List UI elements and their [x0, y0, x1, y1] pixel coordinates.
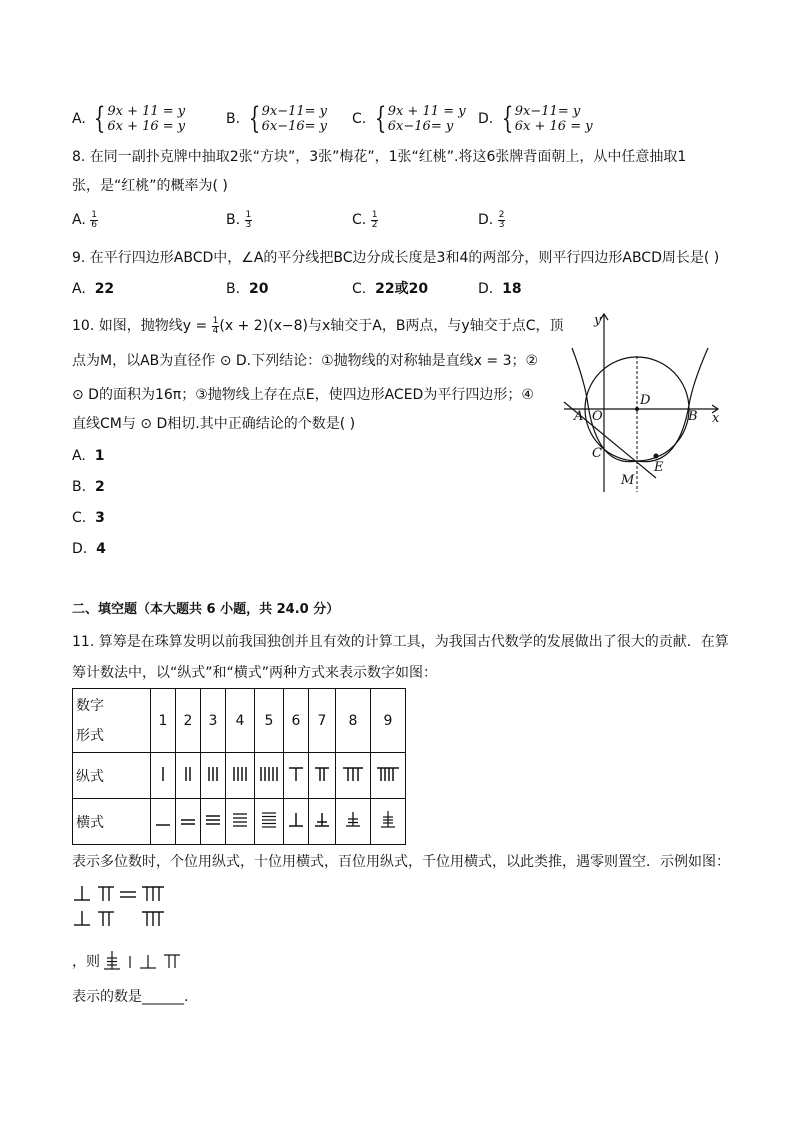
rod-question — [102, 950, 186, 972]
digit-cell: 1 — [151, 689, 176, 753]
option-text: 4 — [96, 541, 106, 557]
q8-option-c — [352, 210, 378, 230]
equation-system: { 9x + 11 = y 6x + 16 = y — [94, 101, 186, 136]
option-letter: A. — [72, 212, 86, 228]
equation-line: 6x−16= y — [387, 119, 454, 134]
rod-vertical-3 — [201, 753, 226, 799]
q9-option-a — [72, 279, 114, 299]
table-row-digits — [73, 689, 406, 753]
equation-line: 9x + 11 = y — [107, 104, 186, 119]
option-letter: A. — [72, 281, 86, 297]
option-letter: A. — [72, 111, 86, 127]
table-row-vertical — [73, 753, 406, 799]
rod-horizontal-5 — [255, 799, 284, 845]
label-o: O — [592, 409, 603, 424]
fraction — [245, 211, 253, 230]
rod-vertical-6 — [284, 753, 309, 799]
rod-vertical-2 — [176, 753, 201, 799]
rod-vertical-5 — [255, 753, 284, 799]
equation-line: 6x + 16 = y — [514, 119, 593, 134]
rod-horizontal-7 — [309, 799, 336, 845]
option-letter: B. — [226, 212, 241, 228]
rod-horizontal-3 — [201, 799, 226, 845]
label-b: B — [688, 409, 698, 424]
rod-horizontal-6 — [284, 799, 309, 845]
fraction — [90, 211, 98, 230]
rod-horizontal-8-icon — [343, 810, 363, 830]
option-letter: A. — [72, 448, 86, 464]
denominator: 6 — [91, 219, 97, 230]
q10-option-b — [72, 477, 105, 497]
parabola-circle-figure — [560, 310, 730, 500]
counting-rod-table — [72, 688, 406, 845]
rod-horizontal-4 — [226, 799, 255, 845]
rod-vertical-3-icon — [203, 764, 223, 784]
q8-line1: 8. 在同一副扑克牌中抽取2张“方块”，3张”梅花”，1张“红桃”.将这6张牌背面朝上，从中任意抽取1 — [72, 149, 687, 165]
rod-horizontal-1 — [151, 799, 176, 845]
q10-line1 — [72, 316, 564, 336]
q11-line1: 11. 算筹是在珠算发明以前我国独创并且有效的计算工具，为我国古代数学的发展做出了很大的贡献．在算 — [72, 634, 729, 650]
numerator: 1 — [91, 209, 97, 220]
q7-option-a — [72, 101, 186, 136]
point-d — [635, 407, 639, 411]
label-c: C — [592, 446, 602, 461]
numerator: 2 — [498, 209, 505, 220]
rod-vertical-1-icon — [153, 764, 173, 784]
digit-cell: 3 — [201, 689, 226, 753]
rod-horizontal-3-icon — [203, 810, 223, 830]
option-letter: C. — [352, 111, 367, 127]
section-title: 二、填空题（本大题共 6 小题，共 24.0 分） — [72, 602, 340, 617]
q9-option-c — [352, 279, 428, 299]
q7-option-c — [352, 101, 466, 136]
rod-horizontal-2-icon — [178, 810, 198, 830]
q11-line3: 表示多位数时，个位用纵式，十位用横式，百位用纵式，千位用横式，以此类推，遇零则置空．示例如图： — [72, 854, 730, 870]
equation-line: 9x + 11 = y — [387, 104, 466, 119]
option-text: 22或20 — [375, 281, 429, 297]
rod-horizontal-2 — [176, 799, 201, 845]
denominator: 3 — [498, 219, 505, 230]
table-row-horizontal — [73, 799, 406, 845]
then-text: ，则 — [72, 954, 100, 970]
option-letter: D. — [478, 281, 494, 297]
fraction — [498, 211, 506, 230]
table-header-cell — [73, 689, 151, 753]
q7-option-d — [478, 101, 593, 136]
q9-option-d — [478, 279, 522, 299]
option-text: 18 — [502, 281, 522, 297]
rod-vertical-8 — [336, 753, 371, 799]
rod-vertical-5-icon — [256, 764, 282, 784]
row-label-horizontal: 横式 — [73, 799, 151, 845]
rod-horizontal-7-icon — [312, 810, 332, 830]
option-text: 2 — [94, 479, 105, 495]
label-e: E — [654, 460, 664, 475]
option-letter: B. — [226, 281, 241, 297]
option-letter: C. — [72, 510, 87, 526]
point-e — [654, 454, 659, 459]
option-letter: D. — [478, 212, 494, 228]
option-text: 3 — [95, 510, 105, 526]
q10-text: 10. 如图，抛物线y = — [72, 318, 208, 334]
q10-text: (x + 2)(x−8)与x轴交于A，B两点，与y轴交于点C，顶 — [219, 318, 564, 334]
numerator: 1 — [245, 209, 252, 220]
option-letter: B. — [72, 479, 87, 495]
label-m: M — [621, 473, 635, 488]
digit-cell: 8 — [336, 689, 371, 753]
row-label-vertical: 纵式 — [73, 753, 151, 799]
option-letter: C. — [352, 212, 367, 228]
label-y: y — [594, 313, 602, 328]
denominator: 4 — [212, 325, 219, 336]
q11-line2: 筹计数法中，以“纵式”和“横式”两种方式来表示数字如图： — [72, 665, 438, 681]
option-letter: C. — [352, 281, 367, 297]
digit-cell: 6 — [284, 689, 309, 753]
q10-option-d — [72, 539, 106, 559]
rod-vertical-2-icon — [178, 764, 198, 784]
digit-cell: 9 — [371, 689, 406, 753]
digit-cell: 2 — [176, 689, 201, 753]
rod-example — [72, 884, 168, 932]
fraction — [371, 211, 379, 230]
q8-option-b — [226, 210, 252, 230]
label-a: A — [574, 409, 584, 424]
option-text: 20 — [248, 281, 269, 297]
option-text: 22 — [94, 281, 115, 297]
numerator: 1 — [371, 209, 378, 220]
label-x: x — [712, 411, 720, 426]
equation-line: 6x + 16 = y — [107, 119, 186, 134]
digit-cell: 4 — [226, 689, 255, 753]
header-bottom-text: 形式 — [76, 727, 104, 744]
equation-system: { 9x−11= y 6x−16= y — [248, 101, 328, 136]
option-text: 1 — [94, 448, 105, 464]
q10-option-c — [72, 508, 105, 528]
option-letter: D. — [478, 111, 494, 127]
q7-option-b — [226, 101, 328, 136]
rod-horizontal-9-icon — [378, 810, 398, 830]
q8-option-d — [478, 210, 505, 230]
q10-line2: 点为M，以AB为直径作 ⊙ D.下列结论：①抛物线的对称轴是直线x = 3；② — [72, 353, 539, 369]
rod-horizontal-6-icon — [286, 810, 306, 830]
denominator: 2 — [371, 219, 378, 230]
rod-vertical-8-icon — [340, 764, 366, 784]
rod-horizontal-1-icon — [153, 810, 173, 830]
option-letter: B. — [226, 111, 241, 127]
q9-line1: 9. 在平行四边形ABCD中，∠A的平分线把BC边分成长度是3和4的两部分，则平行四边形ABCD周长是( ) — [72, 250, 720, 266]
equation-line: 9x−11= y — [514, 104, 581, 119]
equation-line: 6x−16= y — [261, 119, 328, 134]
rod-horizontal-8 — [336, 799, 371, 845]
rod-horizontal-4-icon — [230, 810, 250, 830]
equation-system: { 9x + 11 = y 6x−16= y — [374, 101, 466, 136]
q10-line3: ⊙ D的面积为16π；③抛物线上存在点E，使四边形ACED为平行四边形；④ — [72, 387, 534, 403]
rod-horizontal-5-icon — [259, 810, 279, 830]
rod-vertical-9 — [371, 753, 406, 799]
rod-vertical-1 — [151, 753, 176, 799]
q9-option-b — [226, 279, 268, 299]
label-d: D — [640, 393, 651, 408]
digit-cell: 5 — [255, 689, 284, 753]
rod-vertical-6-icon — [286, 764, 306, 784]
q8-line2: 张，是“红桃”的概率为( ) — [72, 178, 228, 194]
rod-vertical-4-icon — [228, 764, 252, 784]
digit-cell: 7 — [309, 689, 336, 753]
rod-vertical-7-icon — [312, 764, 332, 784]
option-letter: D. — [72, 541, 88, 557]
equation-system: { 9x−11= y 6x + 16 = y — [501, 101, 593, 136]
q10-option-a — [72, 446, 104, 466]
q10-line4: 直线CM与 ⊙ D相切.其中正确结论的个数是( ) — [72, 416, 356, 432]
header-top-text: 数字 — [76, 697, 104, 714]
q8-option-a — [72, 210, 98, 230]
rod-horizontal-9 — [371, 799, 406, 845]
rod-vertical-7 — [309, 753, 336, 799]
q11-last-line: 表示的数是______. — [72, 989, 189, 1005]
denominator: 3 — [245, 219, 252, 230]
rod-vertical-9-icon — [374, 764, 402, 784]
rod-vertical-4 — [226, 753, 255, 799]
numerator: 1 — [212, 315, 219, 326]
equation-line: 9x−11= y — [261, 104, 328, 119]
q11-then-line — [72, 952, 100, 972]
